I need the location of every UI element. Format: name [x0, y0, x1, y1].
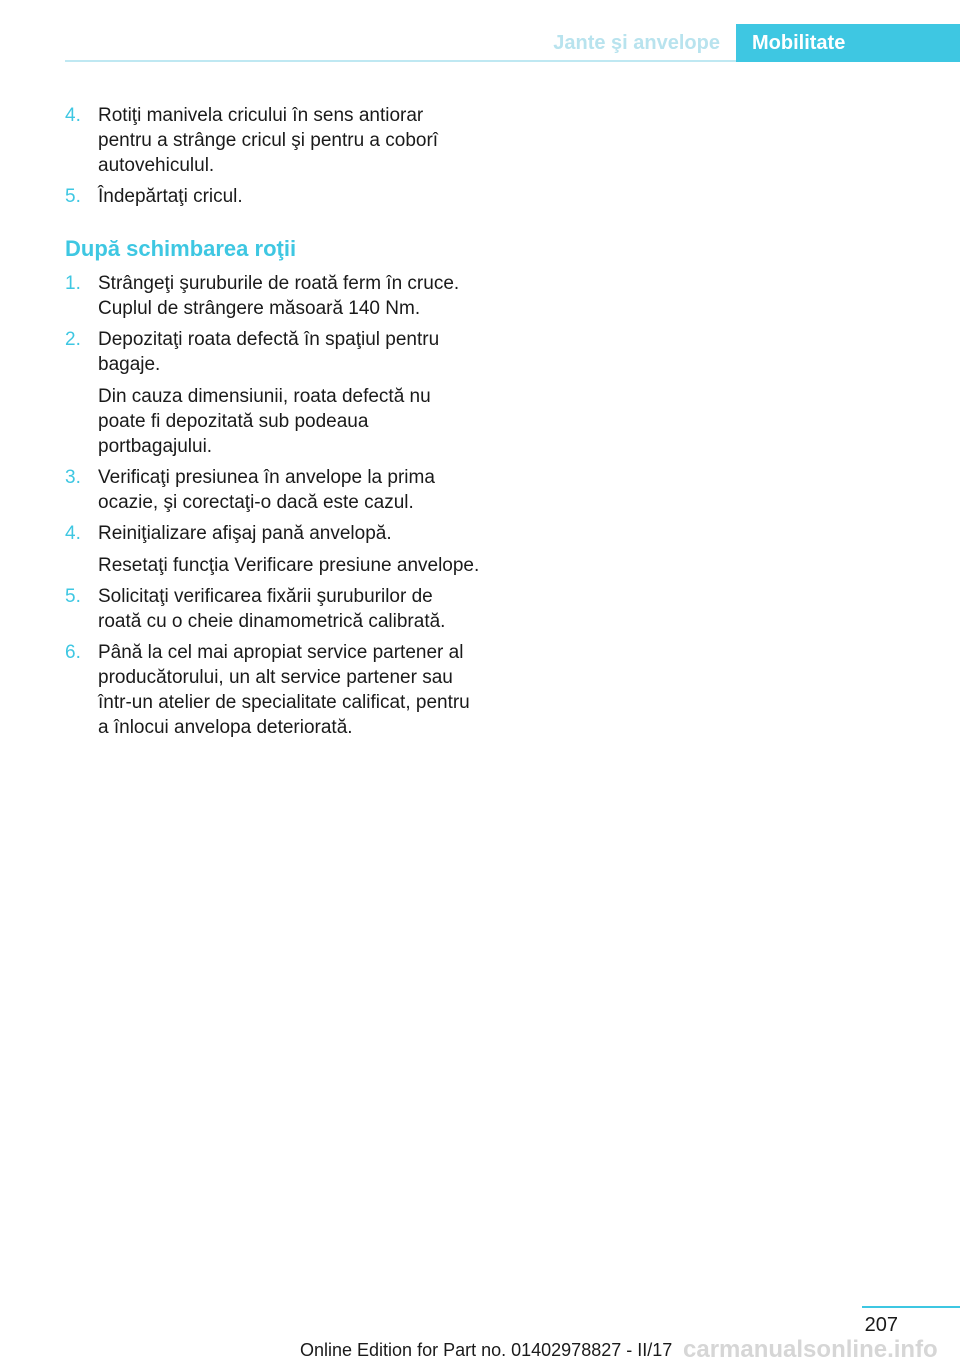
step-text: Solicitaţi verificarea fixării şuruburilor de roată cu o cheie dinamometrică calibrată.	[98, 586, 446, 632]
main-content	[65, 103, 480, 746]
watermark: carmanualsonline.info	[683, 1336, 938, 1363]
step-number: 4.	[65, 523, 81, 544]
list-item	[65, 584, 480, 634]
list-item	[65, 640, 480, 740]
step-note: Resetaţi funcţia Verificare presiune anvelope.	[98, 555, 480, 576]
step-text: Reiniţializare afişaj pană anvelopă.	[98, 523, 392, 544]
list-item	[65, 184, 480, 209]
step-note: Din cauza dimensiunii, roata defectă nu poate fi depozitată sub podeaua portbagajului.	[98, 386, 431, 457]
step-text: Depozitaţi roata defectă în spaţiul pentru bagaje.	[98, 329, 440, 375]
footer-rule	[862, 1306, 960, 1308]
step-number: 6.	[65, 642, 81, 663]
step-number: 1.	[65, 273, 81, 294]
step-text: Verificaţi presiunea în anvelope la prima ocazie, şi corectaţi-o dacă este cazul.	[98, 467, 435, 513]
page-number: 207	[864, 1314, 898, 1336]
section-title: Jante şi anvelope	[553, 32, 720, 54]
list-top	[65, 103, 480, 209]
list-steps	[65, 271, 480, 740]
list-item	[65, 465, 480, 515]
step-number: 3.	[65, 467, 81, 488]
section-heading: După schimbarea roţii	[65, 236, 297, 261]
step-text: Rotiţi manivela cricului în sens antiorar pentru a strânge cricul şi pentru a coborî autovehiculul.	[98, 105, 439, 176]
step-number: 4.	[65, 105, 81, 126]
list-item	[65, 327, 480, 459]
list-item	[65, 103, 480, 178]
chapter-tab: Mobilitate	[736, 24, 960, 62]
step-text: Îndepărtaţi cricul.	[98, 186, 243, 207]
step-number: 2.	[65, 329, 81, 350]
edition-info: Online Edition for Part no. 01402978827 - II/17	[300, 1340, 673, 1360]
step-number: 5.	[65, 586, 81, 607]
list-item	[65, 271, 480, 321]
step-text: Până la cel mai apropiat service partener al producătorului, un alt service partener sau într-un atelier de specialitate calificat, pentru a înlocui anvelopa deteriorată.	[98, 642, 470, 738]
list-item	[65, 521, 480, 578]
step-number: 5.	[65, 186, 81, 207]
step-text: Strângeţi şuruburile de roată ferm în cruce. Cuplul de strângere măsoară 140 Nm.	[98, 273, 460, 319]
